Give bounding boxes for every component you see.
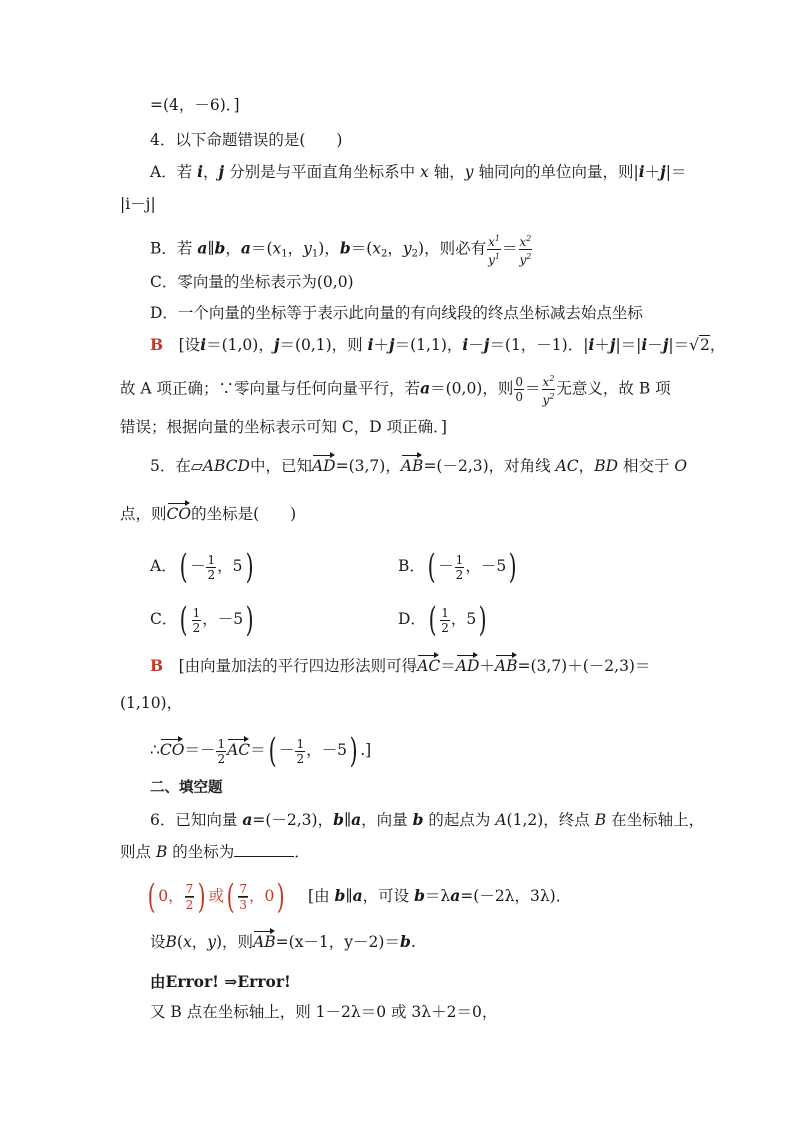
q5-explanation-line3: ∴CO＝－ $\frac{1}{2}$ AC＝( － $\frac{1}{2}$ ，－5) .] <box>150 731 372 771</box>
q3-answer-tail: =(4，－6)．] <box>150 96 240 114</box>
q5-option-d: D．( $\frac{1}{2}$ ，5) <box>398 600 487 640</box>
q4-option-a: A．若 i，j 分别是与平面直角坐标系中 x 轴，y 轴同向的单位向量，则|i＋j|＝ <box>150 162 687 181</box>
q6-stem-line2: 则点 B 的坐标为 ． <box>120 843 310 861</box>
q5-option-a: A．( － $\frac{1}{2}$ ，5) <box>150 547 254 587</box>
q4-option-b: B．若 a∥b，$a=(x_1$，$y_1$)，$b=(x_2$，$y_2$)，则必有 $\frac{x^1}{y^1}$ ＝ $\frac{x^2}{y^2}$ <box>150 234 532 267</box>
q6-answer-blank <box>234 842 294 857</box>
q6-explanation-line1: ( 0， $\frac{7}{2}$ ) 或( $\frac{7}{3}$ ，0) [由 b∥a，可设 b＝λa=(－2λ，3λ)． <box>145 880 571 914</box>
q6-explanation-line4: 又 B 点在坐标轴上，则 1－2λ＝0 或 3λ＋2＝0， <box>150 1003 498 1021</box>
q4-explanation-line1: B [设i＝(1,0)，j＝(0,1)，则 i＋j＝(1,1)，i－j＝(1，－1)．|i＋j|＝|i－j|＝√2， <box>150 335 726 354</box>
q6-explanation-line3: 由Error! ⇒Error! <box>150 972 291 991</box>
q5-explanation-line1: B [由向量加法的平行四边形法则可得AC＝AD＋AB=(3,7)＋(－2,3)＝ <box>150 656 651 675</box>
q5-option-b: B．( － $\frac{1}{2}$ ，－5) <box>398 547 517 587</box>
q4-answer: B <box>150 335 164 354</box>
q6-answer: ( 0， $\frac{7}{2}$ ) 或( $\frac{7}{3}$ ，0) <box>147 877 285 917</box>
q4-option-c: C．零向量的坐标表示为(0,0) <box>150 273 354 291</box>
q5-option-c: C．( $\frac{1}{2}$ ，－5) <box>150 600 254 640</box>
q5-answer: B <box>150 656 164 675</box>
q4-explanation-line2: 故 A 项正确；∵零向量与任何向量平行，若a＝(0,0)，则 $\frac{0}{0}$ ＝ $\frac{x^2}{y^2}$ 无意义，故 B 项 <box>120 374 671 407</box>
q5-explanation-line2: (1,10)， <box>120 694 183 712</box>
q6-stem-line1: 6．已知向量 a=(－2,3)，b∥a，向量 b 的起点为 A(1,2)，终点 B 在坐标轴上， <box>150 810 705 829</box>
q4-option-d: D．一个向量的坐标等于表示此向量的有向线段的终点坐标减去始点坐标 <box>150 304 643 322</box>
q4-explanation-line3: 错误；根据向量的坐标表示可知 C，D 项正确．] <box>120 418 447 436</box>
section-heading-fill-blank: 二、填空题 <box>150 780 223 796</box>
q5-stem-line2: 点，则CO的坐标是( ) <box>120 502 296 524</box>
q4-option-a-wrap: |i－j| <box>120 195 156 213</box>
q4-stem: 4．以下命题错误的是( ) <box>150 131 343 149</box>
q5-stem-line1: 5．在▱ABCD中，已知AD=(3,7)，AB=(－2,3)，对角线 AC，BD 相交于 O <box>150 454 687 476</box>
q6-explanation-line2: 设B(x，y)，则AB=(x－1，y－2)＝b. <box>150 932 416 951</box>
